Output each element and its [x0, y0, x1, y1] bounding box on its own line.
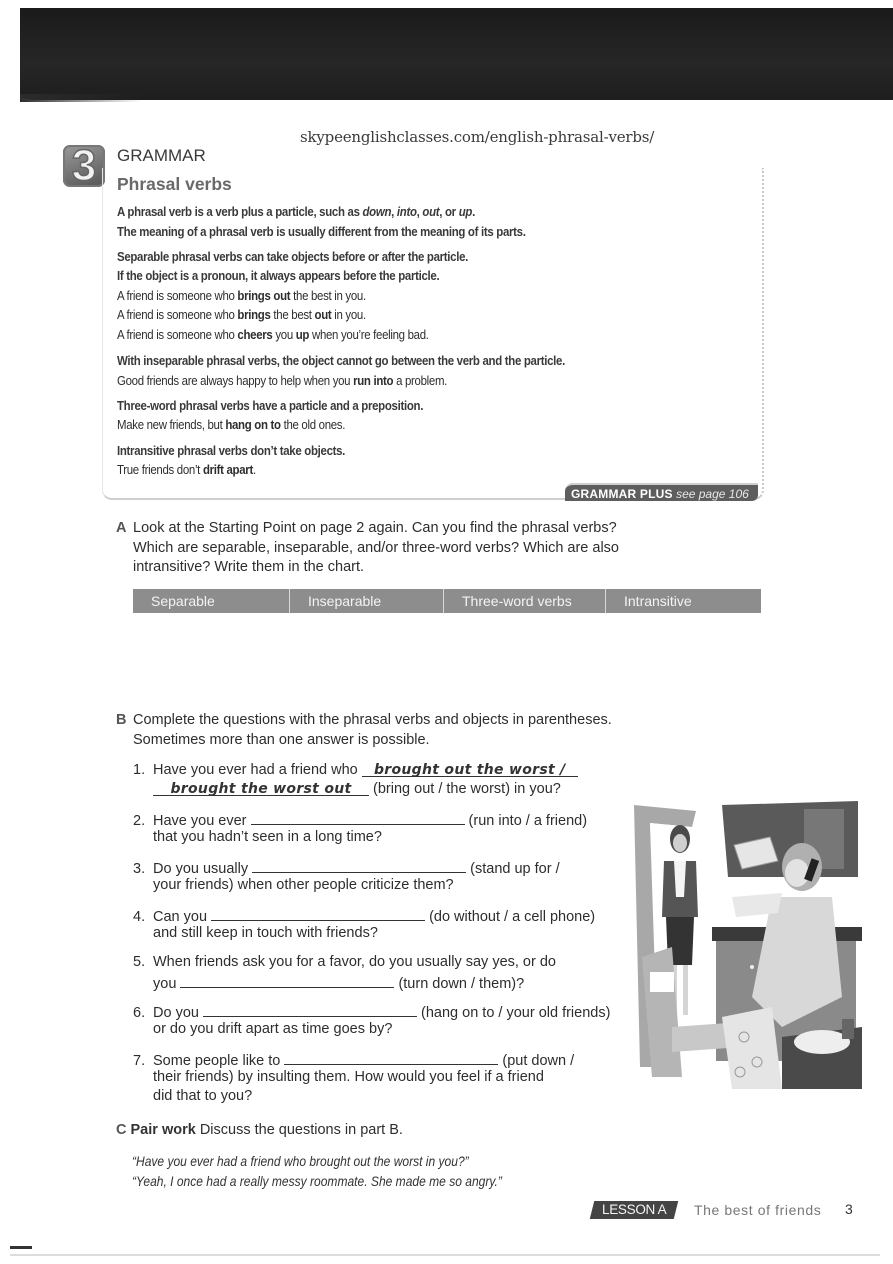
question-3-cont: your friends) when other people criticize them?	[153, 877, 454, 893]
answer-field[interactable]	[284, 1050, 498, 1065]
question-number: 3.	[133, 861, 146, 877]
grammar-example: A friend is someone who brings the best out in you.	[117, 307, 366, 322]
question-1-cont	[153, 781, 561, 797]
answer-field[interactable]	[203, 1002, 417, 1017]
example-quote: “Yeah, I once had a really messy roommate. She made me so angry.”	[132, 1173, 502, 1189]
question-text: (bring out / the worst) in you?	[373, 781, 561, 797]
question-text: Do you usually	[153, 861, 253, 877]
question-number: 2.	[133, 813, 146, 829]
grammar-example: A friend is someone who brings out the best in you.	[117, 288, 366, 303]
question-text: When friends ask you for a favor, do you usually say yes, or do	[153, 954, 556, 970]
exercise-c	[116, 1122, 403, 1138]
question-text: Have you ever had a friend who	[153, 762, 362, 778]
grammar-plus-label: GRAMMAR PLUS	[571, 487, 673, 501]
question-text: you	[153, 976, 181, 992]
question-5	[133, 954, 556, 970]
exercise-a-letter: A	[116, 520, 127, 536]
answer-field[interactable]	[252, 858, 466, 873]
question-4	[133, 906, 595, 925]
question-2-cont: that you hadn’t seen in a long time?	[153, 829, 382, 845]
question-number: 4.	[133, 909, 146, 925]
section-title: Phrasal verbs	[117, 174, 232, 194]
answer-field[interactable]	[211, 906, 425, 921]
grammar-rule: A phrasal verb is a verb plus a particle, such as down, into, out, or up.	[117, 204, 475, 219]
grammar-example: True friends don’t drift apart.	[117, 462, 256, 477]
exercise-c-letter: C	[116, 1122, 127, 1138]
exercise-c-title: Pair work	[130, 1122, 196, 1138]
chart-col-inseparable: Inseparable	[290, 589, 444, 613]
pants	[722, 1007, 782, 1089]
grammar-rule: With inseparable phrasal verbs, the object cannot go between the verb and the particle.	[117, 353, 565, 368]
grammar-rule: If the object is a pronoun, it always appears before the particle.	[117, 268, 440, 283]
question-7-cont: their friends) by insulting them. How would you feel if a friend	[153, 1069, 544, 1085]
grammar-example: Make new friends, but hang on to the old ones.	[117, 417, 346, 432]
grammar-rule: The meaning of a phrasal verb is usually different from the meaning of its parts.	[117, 224, 526, 239]
answer-field[interactable]	[180, 973, 394, 988]
question-5-cont	[153, 973, 524, 992]
illustration-roommates	[632, 797, 864, 1089]
grammar-plus-link[interactable]	[565, 483, 758, 501]
exercise-a-text: Look at the Starting Point on page 2 again. Can you find the phrasal verbs?	[133, 520, 617, 536]
exercise-a-text: intransitive? Write them in the chart.	[133, 559, 365, 575]
answer-text: brought the worst out	[170, 781, 352, 797]
question-text: Do you	[153, 1005, 203, 1021]
scan-mark	[10, 1246, 32, 1249]
grammar-rule: Intransitive phrasal verbs don’t take objects.	[117, 443, 346, 458]
scan-top-band	[20, 8, 893, 100]
question-number: 1.	[133, 762, 146, 778]
question-text: (run into / a friend)	[464, 813, 588, 829]
lesson-title: The best of friends	[694, 1202, 822, 1218]
question-6-cont: or do you drift apart as time goes by?	[153, 1021, 393, 1037]
exercise-b-text: Complete the questions with the phrasal verbs and objects in parentheses.	[133, 712, 612, 728]
question-text: (turn down / them)?	[394, 976, 525, 992]
lesson-badge	[590, 1201, 678, 1219]
question-text: (hang on to / your old friends)	[416, 1005, 611, 1021]
question-3	[133, 858, 560, 877]
question-7-cont: did that to you?	[153, 1088, 253, 1104]
page-edge-line	[10, 1254, 880, 1256]
exercise-b-text: Sometimes more than one answer is possible.	[133, 732, 430, 748]
answer-field[interactable]	[251, 810, 465, 825]
question-4-cont: and still keep in touch with friends?	[153, 925, 378, 941]
question-text: Can you	[153, 909, 212, 925]
answer-field[interactable]	[362, 762, 578, 777]
phrasal-verb-chart-header	[133, 589, 761, 613]
chart-col-intransitive: Intransitive	[606, 589, 761, 613]
answer-text: brought out the worst /	[373, 762, 566, 778]
question-text: (stand up for /	[466, 861, 560, 877]
section-number-badge	[63, 141, 105, 190]
exercise-a-text: Which are separable, inseparable, and/or three-word verbs? Which are also	[133, 540, 619, 556]
page-number: 3	[845, 1201, 853, 1217]
question-number: 5.	[133, 954, 146, 970]
section-label: GRAMMAR	[117, 146, 206, 165]
grammar-plus-ref: see page 106	[676, 487, 749, 501]
grammar-example: Good friends are always happy to help when you run into a problem.	[117, 373, 448, 388]
question-number: 6.	[133, 1005, 146, 1021]
source-url: skypeenglishclasses.com/english-phrasal-verbs/	[300, 128, 655, 146]
answer-field[interactable]	[153, 781, 369, 796]
question-text: (put down /	[498, 1053, 575, 1069]
mug	[842, 1019, 854, 1039]
question-text: Some people like to	[153, 1053, 285, 1069]
question-6	[133, 1002, 610, 1021]
chart-col-separable: Separable	[133, 589, 290, 613]
exercise-c-instruction: Discuss the questions in part B.	[199, 1122, 403, 1138]
grammar-rule: Separable phrasal verbs can take objects before or after the particle.	[117, 249, 469, 264]
lesson-label: LESSON A	[601, 1202, 667, 1217]
question-text: Have you ever	[153, 813, 251, 829]
grammar-rule: Three-word phrasal verbs have a particle and a preposition.	[117, 398, 424, 413]
question-7	[133, 1050, 574, 1069]
bowl	[794, 1030, 850, 1054]
exercise-b-letter: B	[116, 712, 127, 728]
question-2	[133, 810, 587, 829]
question-number: 7.	[133, 1053, 146, 1069]
example-quote: “Have you ever had a friend who brought out the worst in you?”	[132, 1153, 469, 1169]
chart-col-three-word: Three-word verbs	[444, 589, 606, 613]
question-1	[133, 762, 578, 778]
question-text: (do without / a cell phone)	[425, 909, 596, 925]
section-number: 3	[71, 141, 97, 190]
grammar-example: A friend is someone who cheers you up when you’re feeling bad.	[117, 327, 429, 342]
